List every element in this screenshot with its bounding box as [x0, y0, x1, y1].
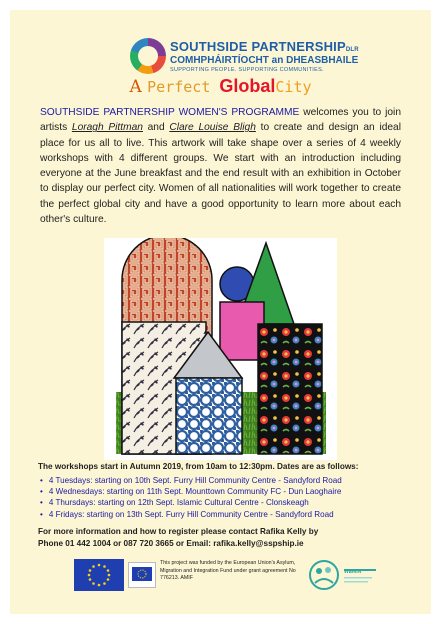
- artist-name-1: Loragh Pittman: [71, 122, 143, 134]
- title-part-perfect: Perfect: [147, 78, 220, 96]
- wemin-logo: [308, 557, 380, 593]
- poster: [10, 10, 431, 614]
- schedule-item: • 4 Tuesdays: starting on 10th Sept. Furry Hill Community Centre - Sandyford Road: [40, 475, 420, 486]
- schedule-item: • 4 Fridays: starting on 13th Sept. Furry Hill Community Centre - Sandyford Road: [40, 509, 420, 520]
- schedule-list: [40, 475, 420, 520]
- schedule-item: • 4 Wednesdays: starting on 11th Sept. Mounttown Community FC - Dun Laoghaire: [40, 486, 420, 497]
- circle-pattern-house: [176, 378, 242, 454]
- city-artwork-image: [104, 238, 337, 460]
- contact-line-2: Phone 01 442 1004 or 087 720 3665 or Email: rafika.kelly@sspship.ie: [38, 538, 304, 548]
- logo-circle-icon: [130, 38, 166, 74]
- funding-text: This project was funded by the European Union's Asylum, Migration and Integration Fund under grant agreement No 776213. AMIF: [160, 560, 296, 581]
- eu-emblem-icon: [128, 562, 156, 588]
- intro-text-2: to create and design an ideal place for us all to live. This artwork will take shape over a series of 4 weekly workshops with 4 different groups. We start with an introduction including everyone at the June breakfast and the end result with an exhibition in October to display our perfect city. Women of all nationalities will work together to create the perfect global city and have a good opportunity to learn more about each other's culture.: [40, 122, 401, 226]
- logo-tagline: SUPPORTING PEOPLE. SUPPORTING COMMUNITIES.: [170, 67, 324, 73]
- title-part-city: City: [275, 78, 312, 96]
- title-part-a: A: [129, 77, 148, 97]
- programme-name: SOUTHSIDE PARTNERSHIP WOMEN'S PROGRAMME: [40, 107, 300, 118]
- logo-name: SOUTHSIDE PARTNERSHIP: [170, 39, 346, 54]
- wemin-label: WEMIN: [344, 569, 362, 575]
- title-part-global: Global: [219, 76, 276, 96]
- contact-info: [38, 526, 408, 549]
- poster-title: [10, 76, 431, 97]
- schedule-item: • 4 Thursdays: starting on 12th Sept. Islamic Cultural Centre - Clonskeagh: [40, 497, 420, 508]
- eu-flag-icon: [74, 559, 124, 591]
- floral-tower: [258, 324, 322, 454]
- logo-suffix: DLR: [345, 47, 359, 53]
- artist-name-2: Clare Louise Bligh: [169, 122, 256, 134]
- intro-text-1: welcomes you to join artists: [40, 107, 401, 134]
- contact-line-1: For more information and how to register please contact Rafika Kelly by: [38, 527, 319, 536]
- logo-irish-name: COMHPHÁIRTÍOCHT an DHEASBHAILE: [170, 55, 359, 66]
- intro-and: and: [142, 122, 170, 134]
- intro-paragraph: [40, 105, 401, 227]
- schedule-intro: The workshops start in Autumn 2019, from 10am to 12:30pm. Dates are as follows:: [38, 462, 359, 471]
